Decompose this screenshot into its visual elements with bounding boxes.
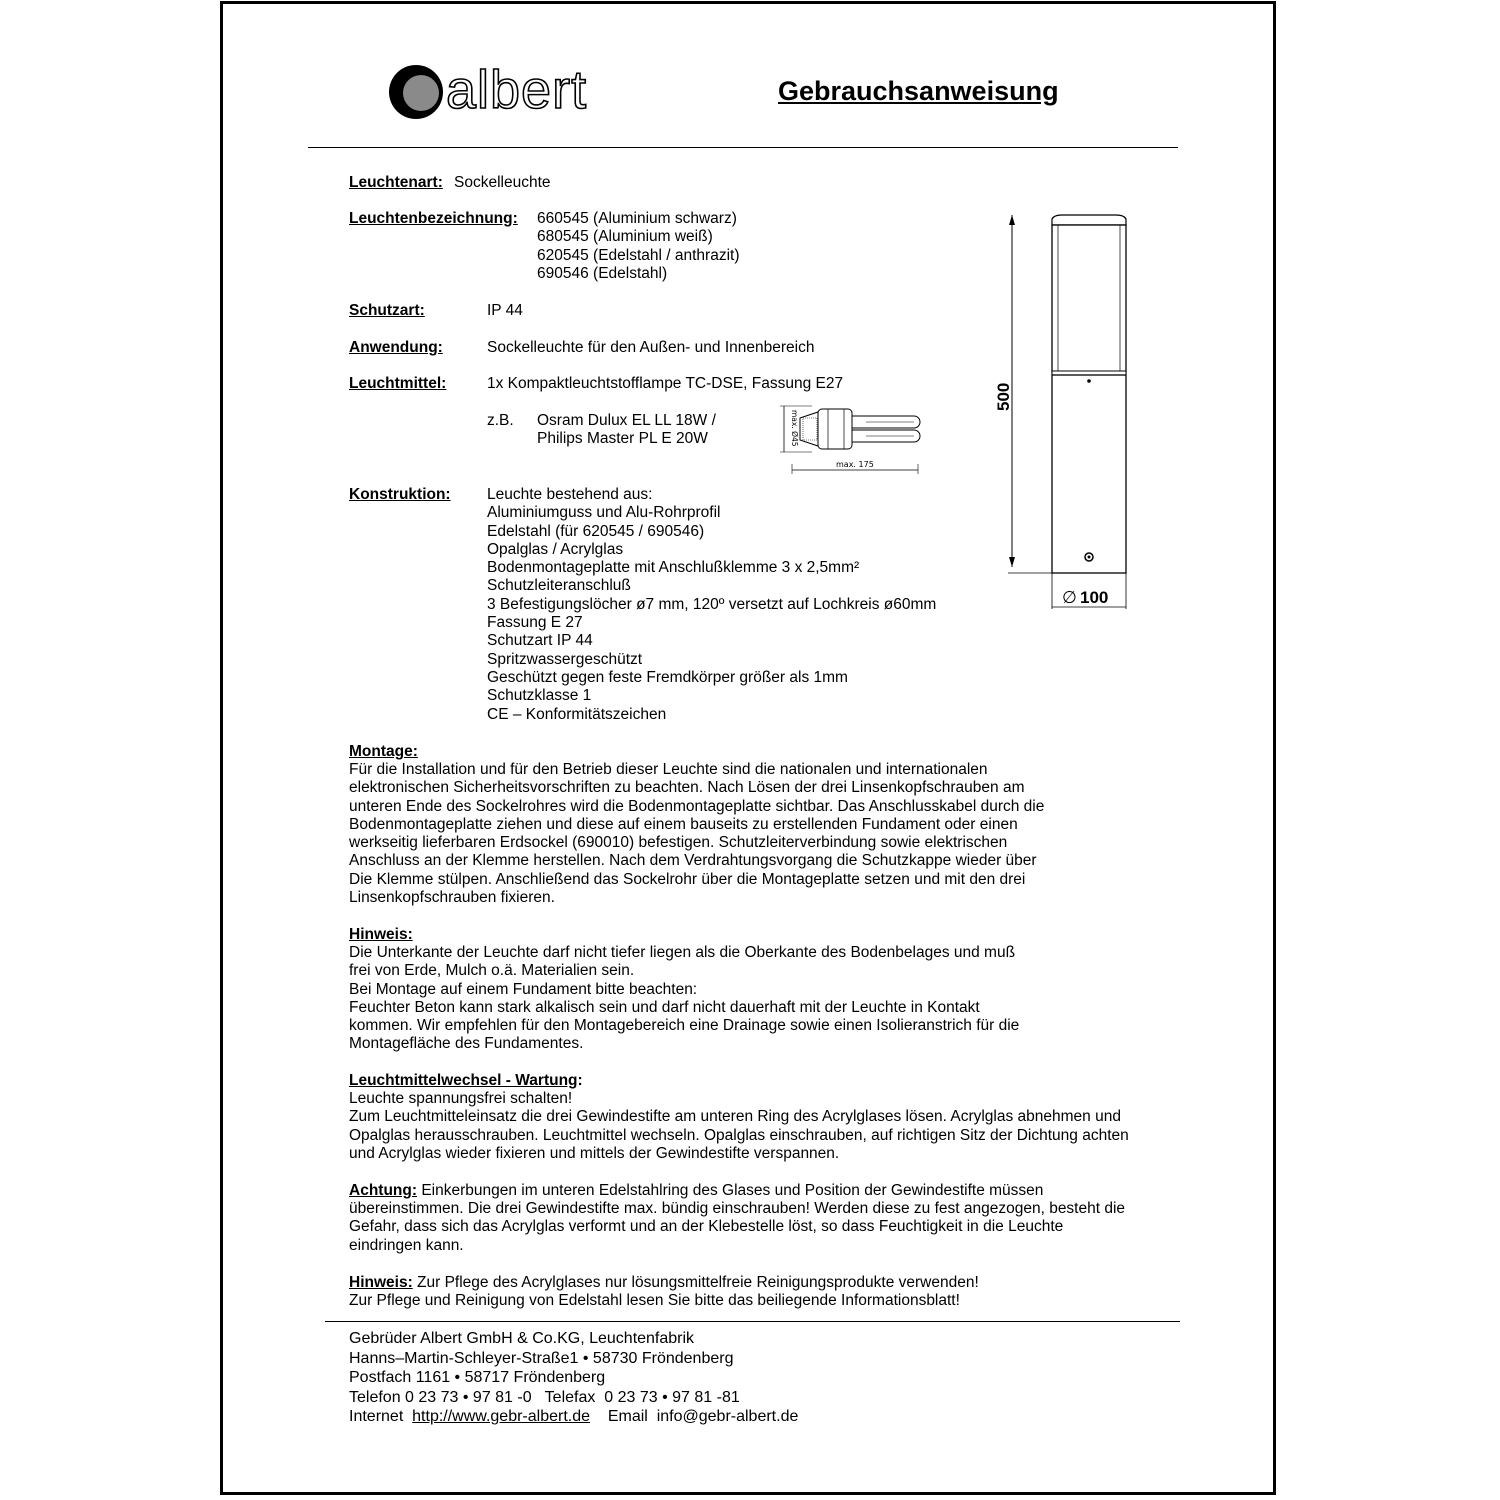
achtung-heading: Achtung: <box>349 1182 418 1199</box>
bezeichnung-label: Leuchtenbezeichnung: <box>349 210 518 227</box>
lamp-height-label: 500 <box>994 382 1013 411</box>
konstruktion-list <box>487 486 936 724</box>
header-divider <box>308 147 1178 148</box>
montage-line: Für die Installation und für den Betrieb dieser Leuchte sind die nationalen und internationalen <box>349 761 988 778</box>
footer-address: Hanns–Martin-Schleyer-Straße1 • 58730 Fröndenberg <box>349 1349 734 1367</box>
konstruktion-item: CE – Konformitätszeichen <box>487 705 667 723</box>
hinweis-line: frei von Erde, Mulch o.ä. Materialien sein. <box>349 962 635 980</box>
leuchtmittel-examples <box>537 412 716 449</box>
bulb-drawing-svg <box>778 404 928 476</box>
bezeichnung-item: 680545 (Aluminium weiß) <box>537 228 713 246</box>
hinweis-line: Montagefläche des Fundamentes. <box>349 1035 584 1053</box>
montage-heading: Montage: <box>349 743 418 760</box>
footer-company: Gebrüder Albert GmbH & Co.KG, Leuchtenfabrik <box>349 1330 695 1347</box>
hinweis-line: Feuchter Beton kann stark alkalisch sein und darf nicht dauerhaft mit der Leuchte in Kontakt <box>349 998 980 1016</box>
anwendung-value: Sockelleuchte für den Außen- und Innenbereich <box>487 339 815 356</box>
montage-line: Die Klemme stülpen. Anschließend das Sockelrohr über die Montageplatte setzen und mit den drei <box>349 870 1026 888</box>
bezeichnung-item: 620545 (Edelstahl / anthrazit) <box>537 246 740 264</box>
konstruktion-item: Spritzwassergeschützt <box>487 650 643 668</box>
leuchtenart-value: Sockelleuchte <box>454 174 551 191</box>
konstruktion-item: Opalglas / Acrylglas <box>487 540 624 558</box>
wechsel-line: und Acrylglas wieder fixieren und mittels der Gewindestifte verspannen. <box>349 1144 840 1162</box>
footer-email: Email info@gebr-albert.de <box>607 1408 799 1425</box>
wechsel-text <box>349 1090 1129 1163</box>
hinweis-line: kommen. Wir empfehlen für den Montagebereich eine Drainage sowie einen Isolieranstrich für die <box>349 1017 1020 1035</box>
montage-line: Bodenmontageplatte ziehen und diese auf einem bauseits zu erstellenden Fundament oder einen <box>349 815 1018 833</box>
leuchtenart-label: Leuchtenart: <box>349 174 443 191</box>
bulb-drawing <box>778 404 928 476</box>
hinweis-text <box>349 944 1019 1054</box>
leuchtmittel-label: Leuchtmittel: <box>349 375 447 392</box>
lamp-drawing <box>990 205 1140 615</box>
footer-contact <box>349 1407 798 1427</box>
wechsel-heading-text: Leuchtmittelwechsel - Wartung <box>349 1072 578 1089</box>
konstruktion-item: Schutzleiteranschluß <box>487 577 631 595</box>
hinweis2-first-line: Zur Pflege des Acrylglases nur lösungsmittelfreie Reinigungsprodukte verwenden! <box>412 1274 979 1291</box>
hinweis2-heading: Hinweis: <box>349 1274 413 1291</box>
wechsel-heading <box>349 1072 583 1090</box>
logo-text: albert <box>446 64 588 120</box>
schutzart-value: IP 44 <box>487 302 523 319</box>
bulb-height-dim: max. Ø45 <box>790 410 799 447</box>
leuchtmittel-value: 1x Kompaktleuchtstofflampe TC-DSE, Fassung E27 <box>487 375 844 392</box>
footer <box>349 1329 798 1427</box>
footer-internet-label: Internet <box>349 1408 404 1425</box>
albert-logo-mark <box>388 64 628 120</box>
konstruktion-item: 3 Befestigungslöcher ø7 mm, 120º versetzt auf Lochkreis ø60mm <box>487 595 937 613</box>
diameter-icon: ∅ <box>1062 588 1077 608</box>
wechsel-line: Zum Leuchtmitteleinsatz die drei Gewindestifte am unteren Ring des Acrylglases lösen. Acrylglas abnehmen und <box>349 1108 1121 1126</box>
leuchtmittel-example: Osram Dulux EL LL 18W / <box>537 412 716 429</box>
lamp-diameter-label: 100 <box>1080 588 1109 607</box>
achtung-line: Gefahr, dass sich das Acrylglas verformt und an der Klebestelle löst, so dass Feuchtigkeit in die Leuchte <box>349 1218 1064 1236</box>
hinweis2-second-line: Zur Pflege und Reinigung von Edelstahl lesen Sie bitte das beiliegende Informationsblatt! <box>349 1292 960 1309</box>
albert-logo <box>388 64 628 120</box>
montage-line: werkseitig lieferbaren Erdsockel (690010) befestigen. Schutzleiterverbindung sowie elektrischen <box>349 834 1008 852</box>
konstruktion-item: Schutzklasse 1 <box>487 687 592 705</box>
montage-line: unteren Ende des Sockelrohres wird die Bodenmontageplatte sichtbar. Das Anschlusskabel durch die <box>349 797 1045 815</box>
wechsel-line: Opalglas herausschrauben. Leuchtmittel wechseln. Opalglas einschrauben, auf richtigen Sitz der Dichtung achten <box>349 1126 1129 1144</box>
page-title: Gebrauchsanweisung <box>778 76 1059 106</box>
hinweis-line: Bei Montage auf einem Fundament bitte beachten: <box>349 980 698 998</box>
footer-divider <box>325 1321 1180 1322</box>
konstruktion-item: Schutzart IP 44 <box>487 632 593 650</box>
bulb-length-dim: max. 175 <box>836 460 874 469</box>
achtung-paragraph-first <box>349 1182 1043 1200</box>
konstruktion-item: Fassung E 27 <box>487 614 583 632</box>
hinweis2-paragraph-first <box>349 1274 979 1292</box>
lamp-drawing-svg <box>990 205 1140 615</box>
konstruktion-item: Geschützt gegen feste Fremdkörper größer als 1mm <box>487 668 848 686</box>
website-link[interactable]: http://www.gebr-albert.de <box>412 1408 591 1425</box>
montage-text <box>349 761 1044 907</box>
konstruktion-item: Edelstahl (für 620545 / 690546) <box>487 522 705 540</box>
konstruktion-item: Leuchte bestehend aus: <box>487 486 653 503</box>
footer-phone: Telefon 0 23 73 • 97 81 -0 Telefax 0 23 73 • 97 81 -81 <box>349 1388 740 1406</box>
bezeichnung-item: 660545 (Aluminium schwarz) <box>537 210 737 227</box>
konstruktion-item: Bodenmontageplatte mit Anschlußklemme 3 x 2,5mm² <box>487 559 860 577</box>
konstruktion-label: Konstruktion: <box>349 486 451 503</box>
achtung-text <box>349 1200 1125 1255</box>
hinweis-heading: Hinweis: <box>349 926 413 943</box>
anwendung-label: Anwendung: <box>349 339 443 356</box>
bezeichnung-item: 690546 (Edelstahl) <box>537 264 668 282</box>
achtung-line: übereinstimmen. Die drei Gewindestifte max. bündig einschrauben! Werden diese zu fest angezogen, besteht die <box>349 1200 1126 1217</box>
montage-line: Anschluss an der Klemme herstellen. Nach dem Verdrahtungsvorgang die Schutzkappe wieder über <box>349 852 1037 870</box>
achtung-line: eindringen kann. <box>349 1236 464 1254</box>
montage-line: Linsenkopfschrauben fixieren. <box>349 889 555 907</box>
wechsel-line: Leuchte spannungsfrei schalten! <box>349 1090 573 1107</box>
wechsel-heading-colon: : <box>577 1072 583 1089</box>
footer-postbox: Postfach 1161 • 58717 Fröndenberg <box>349 1369 606 1386</box>
montage-line: elektronischen Sicherheitsvorschriften zu beachten. Nach Lösen der drei Linsenkopfschrauben am <box>349 779 1025 797</box>
achtung-first-line: Einkerbungen im unteren Edelstahlring des Glases und Position der Gewindestifte müssen <box>417 1182 1044 1199</box>
schutzart-label: Schutzart: <box>349 302 425 319</box>
leuchtmittel-zb: z.B. <box>487 412 514 429</box>
konstruktion-item: Aluminiumguss und Alu-Rohrprofil <box>487 504 721 522</box>
hinweis-line: Die Unterkante der Leuchte darf nicht tiefer liegen als die Oberkante des Bodenbelages und muß <box>349 944 1016 961</box>
bezeichnung-list <box>537 210 739 283</box>
leuchtmittel-example: Philips Master PL E 20W <box>537 430 708 448</box>
